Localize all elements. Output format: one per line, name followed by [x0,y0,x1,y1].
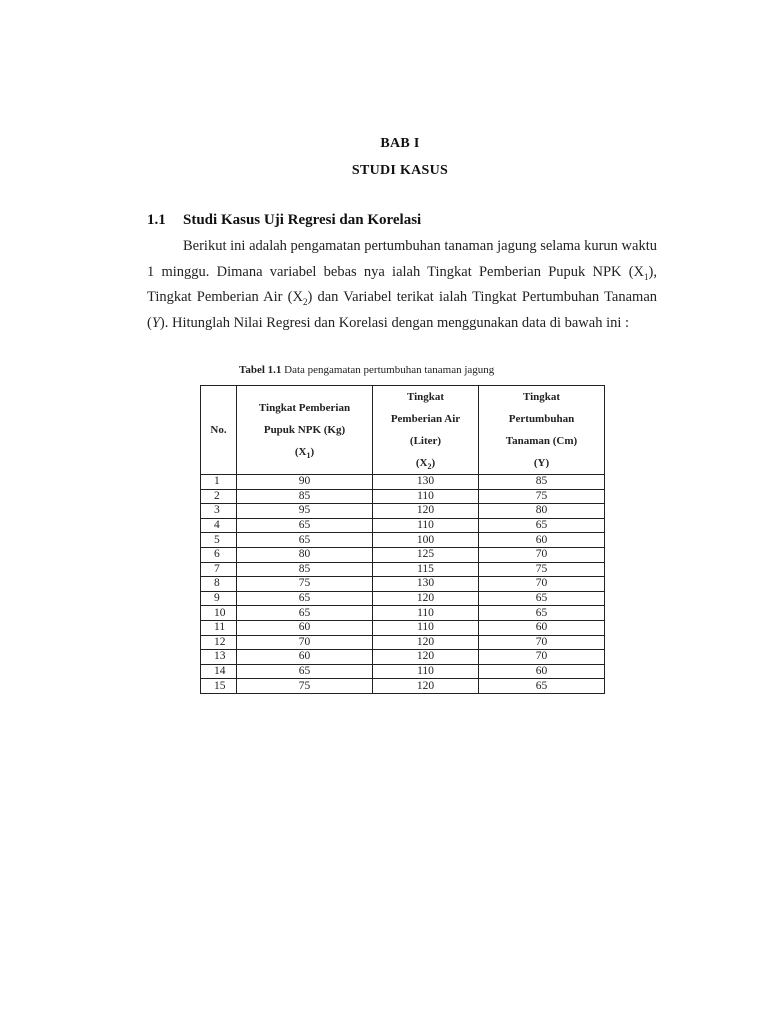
y-variable: Y [151,314,160,331]
cell-y: 70 [479,635,605,650]
table-row [201,533,605,548]
table-row [201,547,605,562]
cell-y: 60 [479,533,605,548]
cell-y: 70 [479,650,605,665]
header-y-var: (Y) [533,457,550,469]
header-x2-var: (X [415,457,428,469]
table-row [201,606,605,621]
cell-y: 80 [479,504,605,519]
cell-no: 9 [201,591,237,606]
cell-x2: 130 [373,475,479,490]
cell-no: 6 [201,547,237,562]
cell-no: 4 [201,518,237,533]
cell-x2: 125 [373,547,479,562]
cell-y: 75 [479,562,605,577]
section-heading [147,212,421,229]
data-table [200,385,605,694]
cell-x1: 75 [237,577,373,592]
header-x2 [373,386,479,475]
table-row [201,679,605,694]
cell-x1: 65 [237,533,373,548]
table-body [201,475,605,694]
cell-x1: 95 [237,504,373,519]
table-caption-text: Data pengamatan pertumbuhan tanaman jagung [281,364,495,376]
header-x1-line1: Tingkat Pemberian [258,402,351,414]
cell-x1: 85 [237,562,373,577]
header-x1-var: (X [294,446,307,458]
section-number: 1.1 [147,212,166,228]
cell-x2: 120 [373,504,479,519]
cell-y: 65 [479,606,605,621]
table-row [201,620,605,635]
table-header-row [201,386,605,475]
cell-x1: 75 [237,679,373,694]
header-x1-sub: 1 [306,451,311,461]
table-row [201,577,605,592]
cell-no: 5 [201,533,237,548]
cell-y: 70 [479,577,605,592]
cell-x2: 110 [373,606,479,621]
cell-no: 8 [201,577,237,592]
cell-y: 60 [479,664,605,679]
header-y-line2: Pertumbuhan [508,413,575,425]
header-x1-close: ) [310,446,315,458]
cell-y: 65 [479,679,605,694]
body-paragraph [147,234,657,336]
cell-x2: 115 [373,562,479,577]
table-row [201,518,605,533]
cell-y: 70 [479,547,605,562]
header-x1 [237,386,373,475]
cell-x2: 120 [373,591,479,606]
table-row [201,489,605,504]
cell-no: 15 [201,679,237,694]
header-y-line3: Tanaman (Cm) [505,435,578,447]
cell-x2: 120 [373,635,479,650]
cell-y: 65 [479,518,605,533]
cell-x2: 100 [373,533,479,548]
cell-x1: 60 [237,650,373,665]
cell-y: 75 [479,489,605,504]
table-row [201,650,605,665]
cell-y: 65 [479,591,605,606]
cell-x1: 70 [237,635,373,650]
cell-y: 60 [479,620,605,635]
table-row [201,504,605,519]
table-row [201,635,605,650]
cell-x2: 110 [373,489,479,504]
header-x1-line2: Pupuk NPK (Kg) [263,424,346,436]
header-x2-line2: Pemberian Air [390,413,461,425]
table-row [201,664,605,679]
table-caption [239,364,494,376]
cell-x2: 130 [373,577,479,592]
cell-no: 13 [201,650,237,665]
cell-x1: 65 [237,664,373,679]
chapter-number: BAB I [380,136,420,151]
cell-no: 2 [201,489,237,504]
cell-no: 10 [201,606,237,621]
header-x2-close: ) [431,457,436,469]
header-y [479,386,605,475]
chapter-title: STUDI KASUS [351,163,449,178]
table-caption-label: Tabel 1.1 [239,364,282,376]
cell-no: 1 [201,475,237,490]
cell-x1: 65 [237,606,373,621]
paragraph-part-3: ) dan Variabel terikat ialah Tingkat Pertumbuhan Tanaman ( [147,289,657,331]
cell-no: 3 [201,504,237,519]
cell-no: 7 [201,562,237,577]
cell-y: 85 [479,475,605,490]
cell-x2: 110 [373,664,479,679]
cell-no: 14 [201,664,237,679]
x1-subscript: 1 [644,271,649,282]
header-x2-line3: (Liter) [409,435,442,447]
cell-x2: 120 [373,679,479,694]
cell-x2: 110 [373,620,479,635]
table-row [201,475,605,490]
table-row [201,562,605,577]
table-row [201,591,605,606]
cell-x1: 85 [237,489,373,504]
paragraph-part-2: ), Tingkat Pemberian Air (X [147,263,657,305]
cell-no: 12 [201,635,237,650]
cell-x1: 60 [237,620,373,635]
cell-x1: 65 [237,518,373,533]
cell-x2: 110 [373,518,479,533]
header-no: No. [201,386,237,475]
header-y-line1: Tingkat [522,391,561,403]
cell-x1: 65 [237,591,373,606]
paragraph-part-1: Berikut ini adalah pengamatan pertumbuhan tanaman jagung selama kurun waktu 1 minggu. Dimana variabel bebas nya ialah Tingkat Pemberian Pupuk NPK (X [147,238,657,280]
cell-x1: 90 [237,475,373,490]
paragraph-part-4: ). Hitunglah Nilai Regresi dan Korelasi dengan menggunakan data di bawah ini : [159,314,630,331]
cell-no: 11 [201,620,237,635]
x2-subscript: 2 [302,296,308,307]
header-x2-line1: Tingkat [406,391,445,403]
header-x2-sub: 2 [427,462,432,472]
cell-x2: 120 [373,650,479,665]
section-title: Studi Kasus Uji Regresi dan Korelasi [183,212,422,228]
cell-x1: 80 [237,547,373,562]
